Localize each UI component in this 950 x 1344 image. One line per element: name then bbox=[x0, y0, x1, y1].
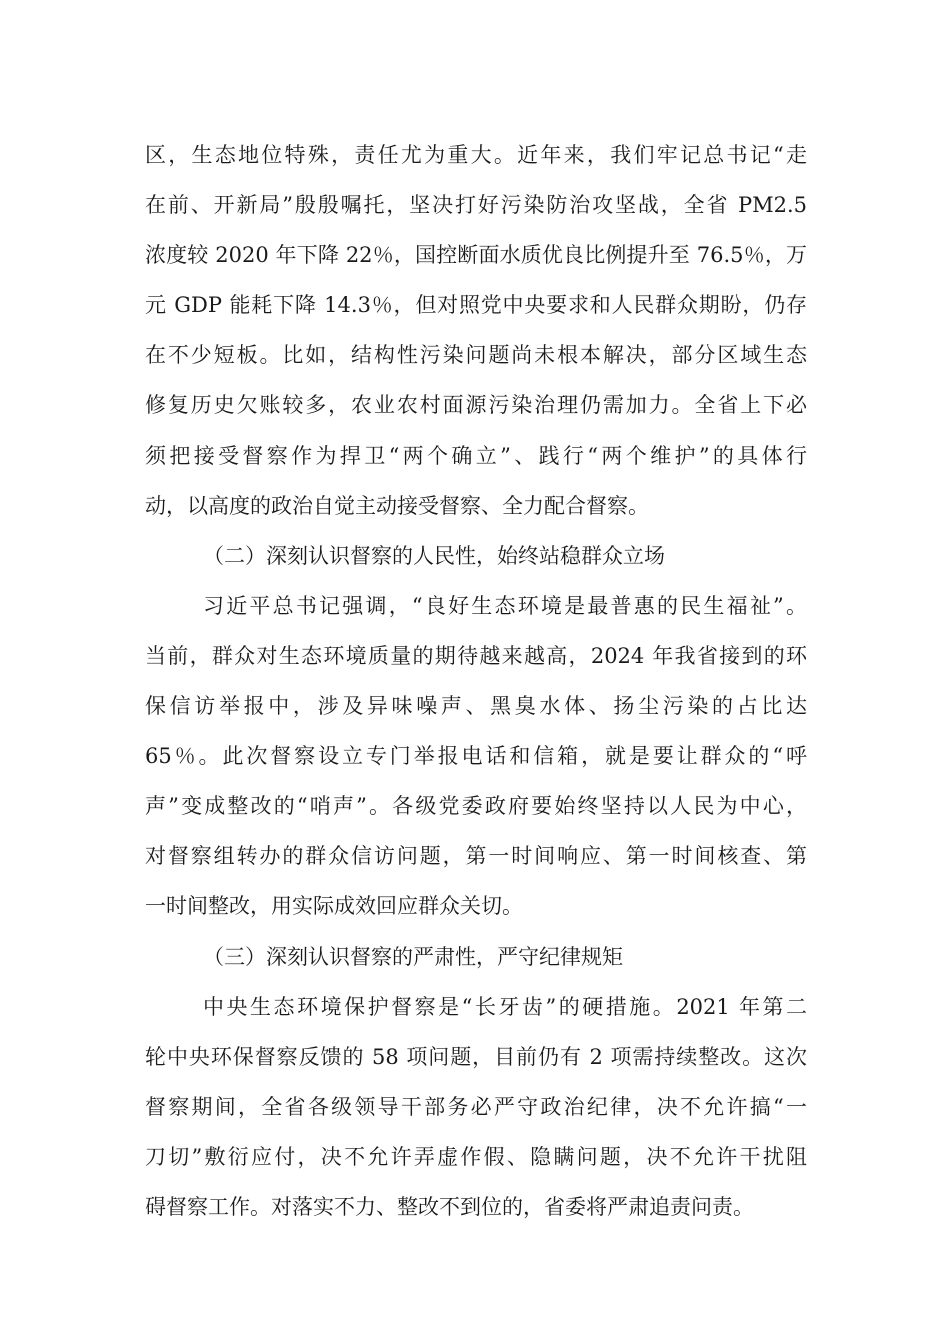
paragraph-line: 保信访举报中，涉及异味噪声、黑臭水体、扬尘污染的占比达 bbox=[145, 694, 807, 719]
document-body bbox=[145, 130, 807, 1232]
paragraph-line: 区，生态地位特殊，责任尤为重大。近年来，我们牢记总书记“走 bbox=[145, 143, 807, 167]
paragraph-line: 督察期间，全省各级领导干部务必严守政治纪律，决不允许搞“一 bbox=[145, 1094, 807, 1119]
paragraph-line: 碍督察工作。对落实不力、整改不到位的，省委将严肃追责问责。 bbox=[145, 1194, 754, 1219]
paragraph-line: 元 GDP 能耗下降 14.3％，但对照党中央要求和人民群众期盼，仍存 bbox=[145, 293, 807, 318]
paragraph-line: 声”变成整改的“哨声”。各级党委政府要始终坚持以人民为中心， bbox=[145, 794, 807, 819]
paragraph-line: 须把接受督察作为捍卫“两个确立”、践行“两个维护”的具体行 bbox=[145, 443, 807, 468]
paragraph-line: 在不少短板。比如，结构性污染问题尚未根本解决，部分区域生态 bbox=[145, 343, 807, 368]
paragraph-line: 刀切”敷衍应付，决不允许弄虚作假、隐瞒问题，决不允许干扰阻 bbox=[145, 1144, 807, 1169]
paragraph-line: 一时间整改，用实际成效回应群众关切。 bbox=[145, 894, 523, 919]
paragraph-line: 65％。此次督察设立专门举报电话和信箱，就是要让群众的“呼 bbox=[145, 744, 807, 769]
paragraph-line: 动，以高度的政治自觉主动接受督察、全力配合督察。 bbox=[145, 493, 649, 518]
paragraph-line: 对督察组转办的群众信访问题，第一时间响应、第一时间核查、第 bbox=[145, 844, 807, 869]
paragraph-line: 在前、开新局”殷殷嘱托，坚决打好污染防治攻坚战，全省 PM2.5 bbox=[145, 193, 807, 218]
section-heading: （三）深刻认识督察的严肃性，严守纪律规矩 bbox=[203, 944, 623, 969]
paragraph-line: 浓度较 2020 年下降 22％，国控断面水质优良比例提升至 76.5％，万 bbox=[145, 243, 807, 268]
paragraph-line: 中央生态环境保护督察是“长牙齿”的硬措施。2021 年第二 bbox=[203, 994, 807, 1019]
paragraph-line: 修复历史欠账较多，农业农村面源污染治理仍需加力。全省上下必 bbox=[145, 393, 807, 418]
paragraph-line: 习近平总书记强调，“良好生态环境是最普惠的民生福祉”。 bbox=[203, 593, 807, 618]
paragraph-line: 当前，群众对生态环境质量的期待越来越高，2024 年我省接到的环 bbox=[145, 643, 807, 668]
paragraph-line: 轮中央环保督察反馈的 58 项问题，目前仍有 2 项需持续整改。这次 bbox=[145, 1044, 807, 1069]
section-heading: （二）深刻认识督察的人民性，始终站稳群众立场 bbox=[203, 543, 665, 568]
